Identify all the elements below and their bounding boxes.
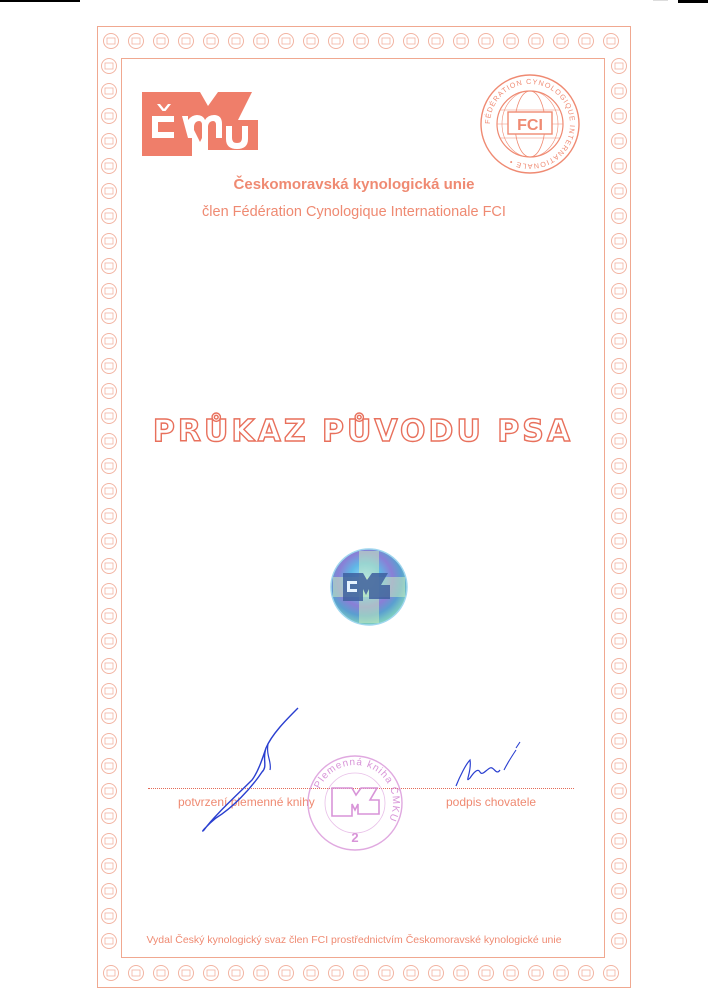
stamp-ring-text: Plemenná kniha ČMKU — [312, 756, 402, 824]
breeder-caption: podpis chovatele — [446, 795, 537, 809]
document-title: PRŮKAZ PŮVODU PSA — [152, 414, 574, 449]
fci-center-text: FCI — [517, 117, 543, 134]
organization-membership: člen Fédération Cynologique Internationale FCI — [202, 204, 506, 220]
organization-name: Českomoravská kynologická unie — [233, 176, 475, 193]
stud-book-signature — [203, 708, 298, 831]
breeder-signature — [456, 760, 500, 786]
stud-book-caption: potvrzení plemenné knihy — [178, 795, 315, 809]
stamp-number: 2 — [351, 830, 359, 845]
fci-ring-text: FÉDÉRATION CYNOLOGIQUE INTERNATIONALE • — [482, 76, 578, 172]
issuer-footer: Vydal Český kynologický svaz člen FCI prostřednictvím Českomoravské kynologické unie — [146, 934, 562, 946]
